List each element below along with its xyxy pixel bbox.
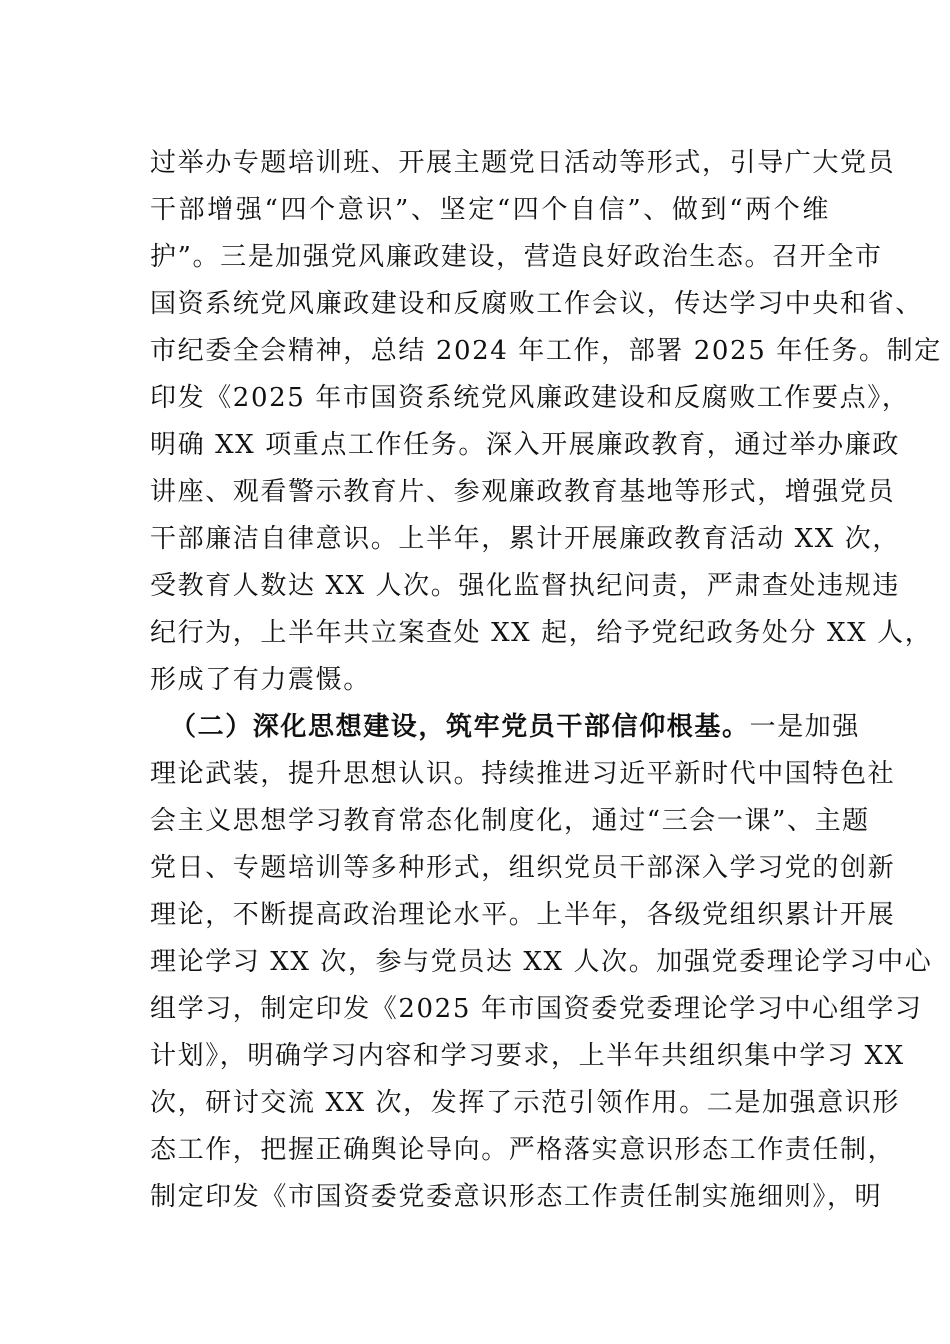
- paragraph-line-2: 干部增强“四个意识”、坚定“四个自信”、做到“两个维: [150, 195, 830, 225]
- section-line-4: 理论，不断提高政治理论水平。上半年，各级党组织累计开展: [150, 900, 896, 930]
- document-body: [150, 140, 942, 1221]
- section-heading: （二）深化思想建设，筑牢党员干部信仰根基。: [170, 712, 750, 742]
- paragraph-line-11: 纪行为，上半年共立案查处 XX 起，给予党纪政务处分 XX 人，: [150, 618, 933, 648]
- paragraph-line-3: 护”。三是加强党风廉政建设，营造良好政治生态。召开全市: [150, 242, 883, 272]
- section-heading-line: [150, 704, 861, 751]
- section-heading-rest: 一是加强: [749, 712, 861, 742]
- section-line-3: 党日、专题培训等多种形式，组织党员干部深入学习党的创新: [150, 853, 896, 883]
- paragraph-line-1: 过举办专题培训班、开展主题党日活动等形式，引导广大党员: [150, 148, 896, 178]
- section-line-10: 制定印发《市国资委党委意识形态工作责任制实施细则》，明: [150, 1182, 883, 1212]
- section-line-2: 会主义思想学习教育常态化制度化，通过“三会一课”、主题: [150, 806, 870, 836]
- section-line-5: 理论学习 XX 次，参与党员达 XX 人次。加强党委理论学习中心: [150, 947, 933, 977]
- paragraph-line-12: 形成了有力震慑。: [150, 665, 371, 695]
- section-line-6: 组学习，制定印发《2025 年市国资委党委理论学习中心组学习: [150, 994, 923, 1024]
- section-line-8: 次，研讨交流 XX 次，发挥了示范引领作用。二是加强意识形: [150, 1088, 900, 1118]
- paragraph-line-10: 受教育人数达 XX 人次。强化监督执纪问责，严肃查处违规违: [150, 571, 900, 601]
- paragraph-line-7: 明确 XX 项重点工作任务。深入开展廉政教育，通过举办廉政: [150, 430, 900, 460]
- section-line-9: 态工作，把握正确舆论导向。严格落实意识形态工作责任制，: [150, 1135, 896, 1165]
- paragraph-line-9: 干部廉洁自律意识。上半年，累计开展廉政教育活动 XX 次，: [150, 524, 900, 554]
- paragraph-line-5: 市纪委全会精神，总结 2024 年工作，部署 2025 年任务。制定: [150, 336, 942, 366]
- paragraph-line-8: 讲座、观看警示教育片、参观廉政教育基地等形式，增强党员: [150, 477, 896, 507]
- paragraph-line-6: 印发《2025 年市国资系统党风廉政建设和反腐败工作要点》，: [150, 383, 910, 413]
- section-line-7: 计划》，明确学习内容和学习要求，上半年共组织集中学习 XX: [150, 1041, 905, 1071]
- section-line-1: 理论武装，提升思想认识。持续推进习近平新时代中国特色社: [150, 759, 896, 789]
- paragraph-line-4: 国资系统党风廉政建设和反腐败工作会议，传达学习中央和省、: [150, 289, 923, 319]
